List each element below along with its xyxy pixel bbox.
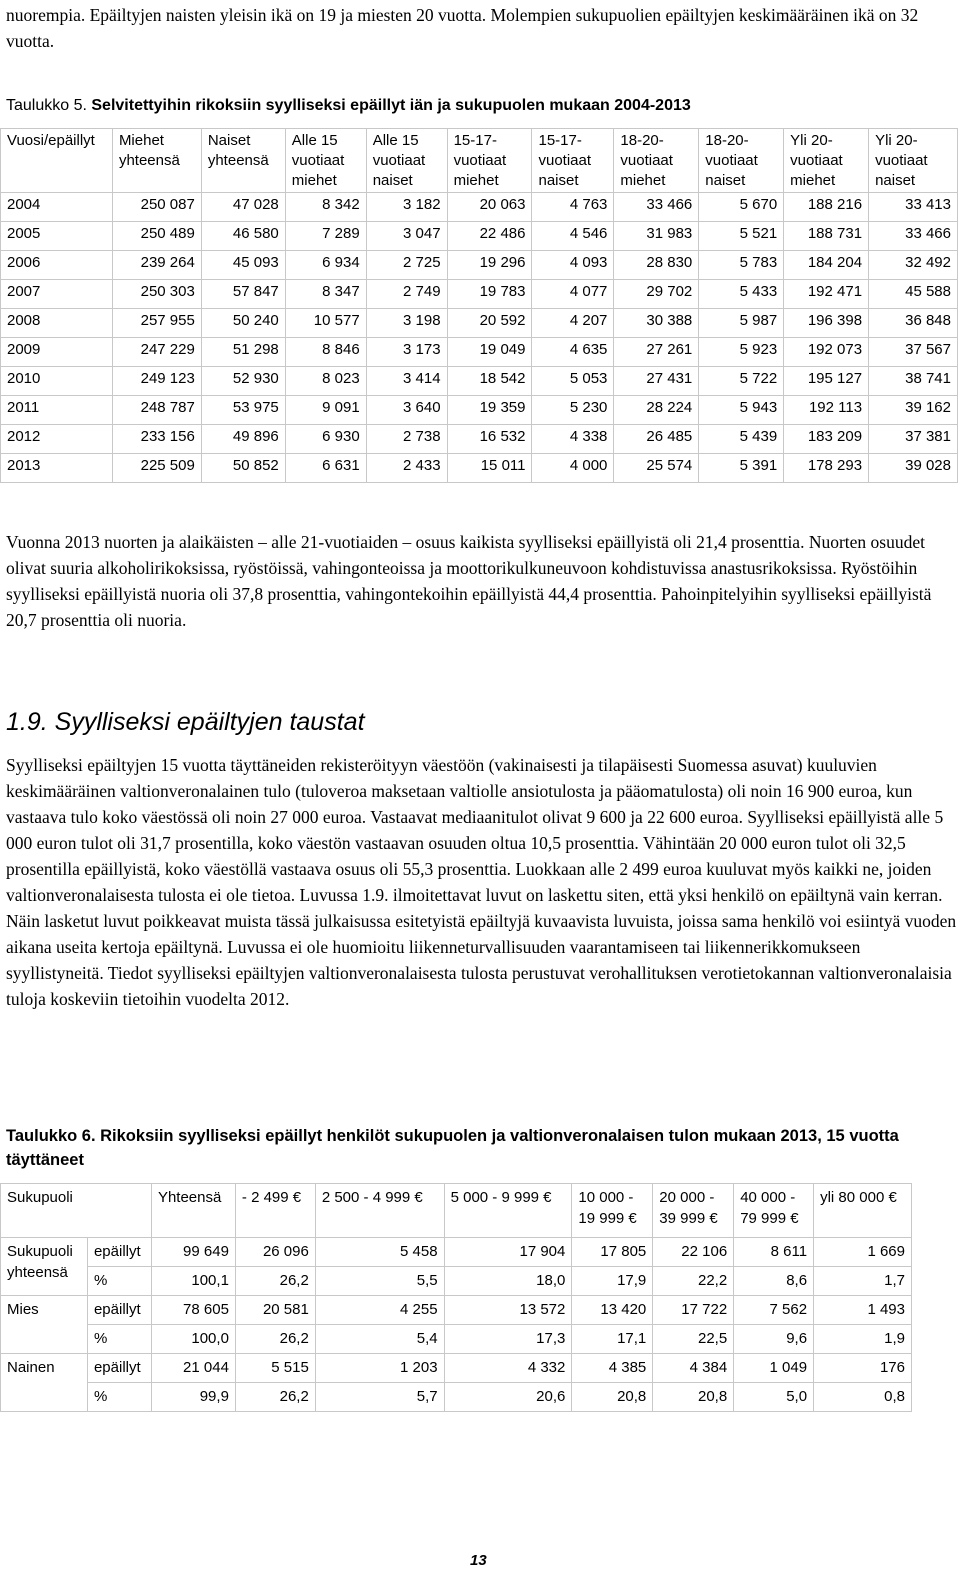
table5-value-cell: 247 229 <box>112 338 201 367</box>
table5-value-cell: 3 047 <box>366 222 447 251</box>
table6-value-cell: 26,2 <box>235 1267 315 1296</box>
table6-value-cell: 176 <box>814 1354 912 1383</box>
table5-value-cell: 5 722 <box>699 367 784 396</box>
table6-column-header: 10 000 - 19 999 € <box>572 1184 653 1238</box>
table5-value-cell: 26 485 <box>614 425 699 454</box>
table5-value-cell: 9 091 <box>285 396 366 425</box>
table5-caption-title: Selvitettyihin rikoksiin syylliseksi epäillyt iän ja sukupuolen mukaan 2004-2013 <box>86 97 691 114</box>
table5-value-cell: 184 204 <box>784 251 869 280</box>
table6-value-cell: 0,8 <box>814 1383 912 1412</box>
table5-value-cell: 5 521 <box>699 222 784 251</box>
table6-value-cell: 17 722 <box>653 1296 734 1325</box>
table5-value-cell: 196 398 <box>784 309 869 338</box>
table5-row <box>1 454 958 483</box>
table5-value-cell: 19 359 <box>447 396 532 425</box>
table5-value-cell: 7 289 <box>285 222 366 251</box>
table5 <box>0 128 958 483</box>
table5-value-cell: 192 073 <box>784 338 869 367</box>
table5-value-cell: 36 848 <box>869 309 958 338</box>
table6-value-cell: 26,2 <box>235 1325 315 1354</box>
table6-value-cell: 20 581 <box>235 1296 315 1325</box>
table6-measure-cell: epäillyt <box>87 1238 151 1267</box>
table5-caption <box>6 96 956 116</box>
table6-value-cell: 4 385 <box>572 1354 653 1383</box>
table5-value-cell: 19 783 <box>447 280 532 309</box>
table5-row <box>1 309 958 338</box>
table6-value-cell: 99,9 <box>151 1383 235 1412</box>
table5-value-cell: 249 123 <box>112 367 201 396</box>
table5-value-cell: 52 930 <box>201 367 285 396</box>
table6-column-header: 5 000 - 9 999 € <box>444 1184 572 1238</box>
table5-column-header: Naiset yhteensä <box>201 129 285 193</box>
table5-value-cell: 57 847 <box>201 280 285 309</box>
table6-value-cell: 1 493 <box>814 1296 912 1325</box>
income-paragraph: Syylliseksi epäiltyjen 15 vuotta täyttäneiden rekisteröityyn väestöön (vakinaisesti ja tilapäisesti Suomessa asuvat) kuuluvien keskimääräinen valtionveronalainen tulo (tuloveroa maksetaan valtiolle ansiotulosta ja pääomatulosta) oli noin 16 900 euroa, kun vastaava tulo koko väestössä oli noin 27 000 euroa. Vastaavat mediaanitulot olivat 9 600 ja 22 600 euroa. Syylliseksi epäillyistä alle 5 000 euron tulot oli 31,7 prosentilla, koko väestön vastaavan osuuden oltua 10,5 prosenttia. Vähintään 20 000 euron tulot oli 32,5 prosentilla epäillyistä, koko väestöllä vastaava osuus oli 55,3 prosenttia. Luokkaan alle 2 499 euroa kuuluvat myös kaikki ne, joiden valtionveronalaisesta tulosta ei ole tietoa. Luvussa 1.9. ilmoitettavat luvut on laskettu siten, että yksi henkilö on epäiltynä vain kerran. Näin lasketut luvut poikkeavat muista tässä julkaisussa esitetyistä epäiltyjä kuvaavista luvuista, joissa sama henkilö voi esiintyä vuoden aikana useita kertoja epäiltynä. Luvussa ei ole huomioitu liikenneturvallisuuden vaarantamiseen tai liikennerikkomukseen syyllistyneitä. Tiedot syylliseksi epäiltyjen valtionveronalaisesta tulosta perustuvat verohallituksen verotietokannan valtionveronalaisia tuloja koskeviin tietoihin vuodelta 2012. <box>6 755 957 1009</box>
table5-value-cell: 178 293 <box>784 454 869 483</box>
table5-value-cell: 16 532 <box>447 425 532 454</box>
table5-value-cell: 50 240 <box>201 309 285 338</box>
table6-column-header: 2 500 - 4 999 € <box>315 1184 444 1238</box>
table5-column-header: 18-20-vuotiaat miehet <box>614 129 699 193</box>
table6-value-cell: 8,6 <box>734 1267 814 1296</box>
table6-value-cell: 8 611 <box>734 1238 814 1267</box>
table5-column-header: Alle 15 vuotiaat naiset <box>366 129 447 193</box>
table6-measure-cell: epäillyt <box>87 1354 151 1383</box>
table5-value-cell: 250 087 <box>112 193 201 222</box>
table6-value-cell: 78 605 <box>151 1296 235 1325</box>
table5-column-header: Miehet yhteensä <box>112 129 201 193</box>
table5-value-cell: 37 381 <box>869 425 958 454</box>
table5-value-cell: 4 546 <box>532 222 614 251</box>
table6-value-cell: 26,2 <box>235 1383 315 1412</box>
table6-measure-cell: % <box>87 1325 151 1354</box>
table6-value-cell: 1 203 <box>315 1354 444 1383</box>
table6-body <box>1 1238 912 1412</box>
table6-value-cell: 26 096 <box>235 1238 315 1267</box>
table6-row <box>1 1238 912 1267</box>
table5-value-cell: 50 852 <box>201 454 285 483</box>
table5-header-row <box>1 129 958 193</box>
table6-value-cell: 5,4 <box>315 1325 444 1354</box>
table6-header <box>1 1184 912 1238</box>
table6-value-cell: 22,5 <box>653 1325 734 1354</box>
table5-value-cell: 31 983 <box>614 222 699 251</box>
table6-group-label: Sukupuoli yhteensä <box>1 1238 88 1296</box>
table5-year-cell: 2009 <box>1 338 113 367</box>
table5-value-cell: 4 093 <box>532 251 614 280</box>
table5-row <box>1 280 958 309</box>
table5-value-cell: 5 439 <box>699 425 784 454</box>
table5-value-cell: 33 466 <box>614 193 699 222</box>
table6-measure-cell: % <box>87 1383 151 1412</box>
table6-value-cell: 5,0 <box>734 1383 814 1412</box>
intro-paragraph: nuorempia. Epäiltyjen naisten yleisin ikä on 19 ja miesten 20 vuotta. Molempien sukupuolien epäiltyjen keskimääräinen ikä on 32 vuotta. <box>6 5 919 51</box>
table5-value-cell: 4 077 <box>532 280 614 309</box>
table5-value-cell: 37 567 <box>869 338 958 367</box>
table5-row <box>1 338 958 367</box>
table6-group-label: Nainen <box>1 1354 88 1412</box>
table5-column-header: Yli 20-vuotiaat naiset <box>869 129 958 193</box>
table5-value-cell: 5 670 <box>699 193 784 222</box>
table5-row <box>1 367 958 396</box>
table5-value-cell: 5 923 <box>699 338 784 367</box>
table6-value-cell: 18,0 <box>444 1267 572 1296</box>
table5-value-cell: 46 580 <box>201 222 285 251</box>
table5-year-cell: 2006 <box>1 251 113 280</box>
table5-value-cell: 3 173 <box>366 338 447 367</box>
table6-value-cell: 1 669 <box>814 1238 912 1267</box>
table5-value-cell: 5 230 <box>532 396 614 425</box>
table5-caption-label: Taulukko 5. <box>6 97 87 114</box>
table5-value-cell: 2 725 <box>366 251 447 280</box>
table6-row <box>1 1383 912 1412</box>
table5-value-cell: 8 342 <box>285 193 366 222</box>
table6-column-header: - 2 499 € <box>235 1184 315 1238</box>
table6 <box>0 1183 912 1412</box>
table5-value-cell: 6 934 <box>285 251 366 280</box>
table5-value-cell: 248 787 <box>112 396 201 425</box>
table6-measure-cell: epäillyt <box>87 1296 151 1325</box>
table5-value-cell: 33 413 <box>869 193 958 222</box>
table5-value-cell: 192 113 <box>784 396 869 425</box>
table6-row <box>1 1354 912 1383</box>
table5-value-cell: 33 466 <box>869 222 958 251</box>
table5-value-cell: 3 182 <box>366 193 447 222</box>
table6-value-cell: 13 420 <box>572 1296 653 1325</box>
table5-value-cell: 239 264 <box>112 251 201 280</box>
table5-column-header: Yli 20-vuotiaat miehet <box>784 129 869 193</box>
table5-value-cell: 22 486 <box>447 222 532 251</box>
table5-value-cell: 3 414 <box>366 367 447 396</box>
table5-value-cell: 51 298 <box>201 338 285 367</box>
table5-value-cell: 4 763 <box>532 193 614 222</box>
table6-value-cell: 100,0 <box>151 1325 235 1354</box>
table6-column-header: 40 000 - 79 999 € <box>734 1184 814 1238</box>
table6-value-cell: 20,8 <box>653 1383 734 1412</box>
table5-value-cell: 192 471 <box>784 280 869 309</box>
table6-value-cell: 20,8 <box>572 1383 653 1412</box>
table5-value-cell: 225 509 <box>112 454 201 483</box>
table6-value-cell: 21 044 <box>151 1354 235 1383</box>
table6-measure-cell: % <box>87 1267 151 1296</box>
table6-column-header: yli 80 000 € <box>814 1184 912 1238</box>
table6-column-header: Yhteensä <box>151 1184 235 1238</box>
youth-share-paragraph: Vuonna 2013 nuorten ja alaikäisten – alle 21-vuotiaiden – osuus kaikista syylliseksi epäillyistä oli 21,4 prosenttia. Nuorten osuudet olivat suuria alkoholirikoksissa, ryöstöissä, vahingonteoissa ja moottorikulkuneuvoon kohdistuvissa anastusrikoksissa. Ryöstöihin syylliseksi epäillyistä nuoria oli 37,8 prosenttia, vahingontekoihin epäillyistä 44,4 prosenttia. Pahoinpitelyihin syylliseksi epäillyistä 20,7 prosenttia oli nuoria. <box>6 532 932 630</box>
table5-value-cell: 4 338 <box>532 425 614 454</box>
table5-value-cell: 28 224 <box>614 396 699 425</box>
table5-year-cell: 2012 <box>1 425 113 454</box>
table6-row <box>1 1325 912 1354</box>
table5-value-cell: 19 296 <box>447 251 532 280</box>
table6-value-cell: 100,1 <box>151 1267 235 1296</box>
table5-value-cell: 19 049 <box>447 338 532 367</box>
table5-value-cell: 5 391 <box>699 454 784 483</box>
table6-value-cell: 1 049 <box>734 1354 814 1383</box>
table5-year-cell: 2004 <box>1 193 113 222</box>
table5-value-cell: 4 207 <box>532 309 614 338</box>
table5-value-cell: 38 741 <box>869 367 958 396</box>
table6-value-cell: 5,7 <box>315 1383 444 1412</box>
table6-caption: Taulukko 6. Rikoksiin syylliseksi epäillyt henkilöt sukupuolen ja valtionveronalaisen tulon mukaan 2013, 15 vuotta täyttäneet <box>6 1127 899 1169</box>
table5-value-cell: 5 053 <box>532 367 614 396</box>
table5-row <box>1 251 958 280</box>
table5-value-cell: 25 574 <box>614 454 699 483</box>
table5-year-cell: 2013 <box>1 454 113 483</box>
table5-value-cell: 32 492 <box>869 251 958 280</box>
table5-column-header: Vuosi/epäillyt <box>1 129 113 193</box>
table5-value-cell: 53 975 <box>201 396 285 425</box>
table6-value-cell: 22 106 <box>653 1238 734 1267</box>
table5-row <box>1 193 958 222</box>
table6-value-cell: 17 904 <box>444 1238 572 1267</box>
table5-column-header: 15-17-vuotiaat miehet <box>447 129 532 193</box>
table5-value-cell: 20 063 <box>447 193 532 222</box>
table5-value-cell: 47 028 <box>201 193 285 222</box>
table5-value-cell: 188 731 <box>784 222 869 251</box>
table6-header-row <box>1 1184 912 1238</box>
table6-value-cell: 99 649 <box>151 1238 235 1267</box>
table6-value-cell: 17,1 <box>572 1325 653 1354</box>
section-heading: 1.9. Syylliseksi epäiltyjen taustat <box>6 708 365 736</box>
table5-value-cell: 3 640 <box>366 396 447 425</box>
table5-value-cell: 39 028 <box>869 454 958 483</box>
table5-value-cell: 5 943 <box>699 396 784 425</box>
table5-value-cell: 183 209 <box>784 425 869 454</box>
table6-row <box>1 1267 912 1296</box>
table5-column-header: Alle 15 vuotiaat miehet <box>285 129 366 193</box>
table5-value-cell: 257 955 <box>112 309 201 338</box>
table5-value-cell: 45 093 <box>201 251 285 280</box>
table6-value-cell: 13 572 <box>444 1296 572 1325</box>
table5-value-cell: 8 846 <box>285 338 366 367</box>
table5-column-header: 18-20-vuotiaat naiset <box>699 129 784 193</box>
table5-value-cell: 28 830 <box>614 251 699 280</box>
table5-value-cell: 39 162 <box>869 396 958 425</box>
table5-year-cell: 2005 <box>1 222 113 251</box>
table5-value-cell: 195 127 <box>784 367 869 396</box>
table5-value-cell: 250 489 <box>112 222 201 251</box>
table6-value-cell: 20,6 <box>444 1383 572 1412</box>
table5-row <box>1 425 958 454</box>
table6-value-cell: 4 255 <box>315 1296 444 1325</box>
table5-column-header: 15-17-vuotiaat naiset <box>532 129 614 193</box>
table6-value-cell: 5 458 <box>315 1238 444 1267</box>
table6-value-cell: 17 805 <box>572 1238 653 1267</box>
table5-value-cell: 8 023 <box>285 367 366 396</box>
table5-value-cell: 4 635 <box>532 338 614 367</box>
table5-value-cell: 5 987 <box>699 309 784 338</box>
table5-value-cell: 29 702 <box>614 280 699 309</box>
table5-value-cell: 250 303 <box>112 280 201 309</box>
table6-value-cell: 17,3 <box>444 1325 572 1354</box>
table5-value-cell: 3 198 <box>366 309 447 338</box>
table5-year-cell: 2008 <box>1 309 113 338</box>
table5-value-cell: 2 433 <box>366 454 447 483</box>
table6-value-cell: 22,2 <box>653 1267 734 1296</box>
table6-value-cell: 5,5 <box>315 1267 444 1296</box>
table5-value-cell: 2 749 <box>366 280 447 309</box>
table5-value-cell: 45 588 <box>869 280 958 309</box>
table5-row <box>1 396 958 425</box>
table6-value-cell: 9,6 <box>734 1325 814 1354</box>
table6-value-cell: 5 515 <box>235 1354 315 1383</box>
table6-value-cell: 1,9 <box>814 1325 912 1354</box>
table5-value-cell: 2 738 <box>366 425 447 454</box>
table6-value-cell: 4 384 <box>653 1354 734 1383</box>
table5-year-cell: 2010 <box>1 367 113 396</box>
table5-value-cell: 15 011 <box>447 454 532 483</box>
table5-value-cell: 20 592 <box>447 309 532 338</box>
table5-value-cell: 30 388 <box>614 309 699 338</box>
table6-value-cell: 4 332 <box>444 1354 572 1383</box>
table5-value-cell: 27 431 <box>614 367 699 396</box>
table5-value-cell: 188 216 <box>784 193 869 222</box>
table5-value-cell: 49 896 <box>201 425 285 454</box>
table5-value-cell: 18 542 <box>447 367 532 396</box>
page-number: 13 <box>470 1552 487 1569</box>
table6-group-label: Mies <box>1 1296 88 1354</box>
table5-value-cell: 233 156 <box>112 425 201 454</box>
table5-value-cell: 5 783 <box>699 251 784 280</box>
table6-column-header: Sukupuoli <box>1 1184 152 1238</box>
table5-year-cell: 2011 <box>1 396 113 425</box>
table6-value-cell: 1,7 <box>814 1267 912 1296</box>
table5-value-cell: 6 930 <box>285 425 366 454</box>
table5-header <box>1 129 958 193</box>
table5-year-cell: 2007 <box>1 280 113 309</box>
table6-value-cell: 7 562 <box>734 1296 814 1325</box>
table5-value-cell: 6 631 <box>285 454 366 483</box>
table5-value-cell: 10 577 <box>285 309 366 338</box>
table6-row <box>1 1296 912 1325</box>
table5-value-cell: 4 000 <box>532 454 614 483</box>
table5-row <box>1 222 958 251</box>
table6-value-cell: 17,9 <box>572 1267 653 1296</box>
table5-value-cell: 5 433 <box>699 280 784 309</box>
table6-column-header: 20 000 - 39 999 € <box>653 1184 734 1238</box>
table5-value-cell: 27 261 <box>614 338 699 367</box>
table5-body <box>1 193 958 483</box>
table5-value-cell: 8 347 <box>285 280 366 309</box>
